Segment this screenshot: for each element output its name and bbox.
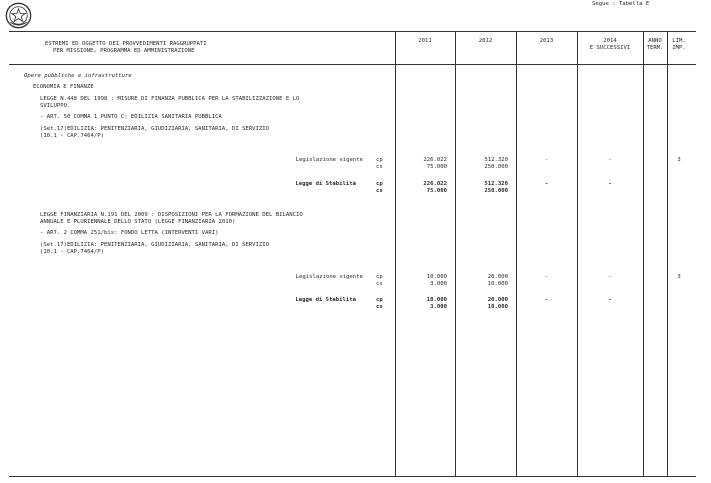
value-2012-cs: 10.000 <box>487 304 508 310</box>
column-header-2012: 2012 <box>478 38 493 44</box>
cp-label: cp <box>376 297 383 303</box>
value-2014-cp: - <box>608 297 612 303</box>
column-header-anno: ANNO <box>648 38 662 44</box>
col-divider <box>455 31 456 476</box>
cs-label: cs <box>376 188 383 194</box>
lim-imp-value: 3 <box>677 157 681 163</box>
header-top-rule <box>9 31 696 32</box>
republic-emblem-icon <box>5 2 32 29</box>
column-header-2013: 2013 <box>539 38 554 44</box>
column-header-anno-sub: TERM. <box>646 45 664 51</box>
sector-line1: (Set.17)EDILIZIA: PENITENZIARIA, GIUDIZIARIA, SANITARIA, DI SERVIZIO <box>40 242 270 248</box>
value-2014-cp: - <box>608 181 612 187</box>
cp-label: cp <box>376 181 383 187</box>
cs-label: cs <box>376 164 383 170</box>
law-title-line2: SVILUPPO. <box>40 103 71 109</box>
value-2012-cp: 512.320 <box>484 181 508 187</box>
legge-stabilita-label: Legge di Stabilità <box>295 181 356 187</box>
table-bottom-rule <box>9 476 696 477</box>
value-2011-cp: 10.000 <box>426 274 447 280</box>
value-2011-cs: 3.000 <box>430 304 447 310</box>
value-2013-cp: - <box>544 157 549 163</box>
law-title-line2: ANNUALE E PLURIENNALE DELLO STATO (LEGGE FINANZIARIA 2010) <box>40 219 236 225</box>
value-2012-cs: 250.000 <box>484 164 508 170</box>
col-divider <box>643 31 644 476</box>
value-2012-cp: 512.320 <box>484 157 508 163</box>
value-2012-cp: 20.000 <box>487 297 508 303</box>
subsection-title: ECONOMIA E FINANZE <box>33 84 94 90</box>
value-2011-cs: 75.000 <box>426 164 447 170</box>
value-2013-cp: - <box>544 297 549 303</box>
column-header-2014: 2014 <box>603 38 617 44</box>
value-2012-cp: 20.000 <box>487 274 508 280</box>
article-line: - ART. 2 COMMA 251/bis: FONDO LETTA (INTERVENTI VARI) <box>40 230 219 236</box>
value-2014-cp: - <box>608 157 612 163</box>
table-reference: Segue : Tabella E <box>592 1 650 7</box>
value-2011-cp: 10.000 <box>426 297 447 303</box>
value-2011-cp: 226.022 <box>423 181 447 187</box>
value-2013-cp: - <box>544 274 549 280</box>
header-title-line2: PER MISSIONE, PROGRAMMA ED AMMINISTRAZIONE <box>53 48 195 54</box>
value-2011-cp: 226.022 <box>423 157 447 163</box>
col-divider <box>577 31 578 476</box>
header-title-line1: ESTREMI ED OGGETTO DEI PROVVEDIMENTI RAGGRUPPATI <box>45 41 207 47</box>
col-divider <box>667 31 668 476</box>
legislazione-vigente-label: Legislazione vigente <box>295 274 363 280</box>
article-line: - ART. 50 COMMA 1 PUNTO C: EDILIZIA SANITARIA PUBBLICA <box>40 114 222 120</box>
column-header-2014-sub: E SUCCESSIVI <box>589 45 631 51</box>
value-2014-cp: - <box>608 274 612 280</box>
column-header-lim: LIM. <box>672 38 686 44</box>
legge-stabilita-label: Legge di Stabilità <box>295 297 356 303</box>
column-header-lim-sub: IMP. <box>672 45 686 51</box>
header-bottom-rule <box>9 64 696 65</box>
cp-label: cp <box>376 274 383 280</box>
value-2013-cp: - <box>544 181 549 187</box>
legislazione-vigente-label: Legislazione vigente <box>295 157 363 163</box>
sector-line1: (Set.17)EDILIZIA: PENITENZIARIA, GIUDIZIARIA, SANITARIA, DI SERVIZIO <box>40 126 270 132</box>
value-2012-cs: 10.000 <box>487 281 508 287</box>
cs-label: cs <box>376 304 383 310</box>
value-2012-cs: 250.000 <box>484 188 508 194</box>
section-title: Opere pubbliche e infrastrutture <box>24 73 132 79</box>
law-title-line1: LEGGE N.448 DEL 1998 : MISURE DI FINANZA PUBBLICA PER LA STABILIZZAZIONE E LO <box>40 96 300 102</box>
col-divider <box>395 31 396 476</box>
value-2011-cs: 3.000 <box>430 281 447 287</box>
sector-line2: (10.1 - CAP.7464/P) <box>40 133 104 139</box>
cs-label: cs <box>376 281 383 287</box>
cp-label: cp <box>376 157 383 163</box>
lim-imp-value: 3 <box>677 274 681 280</box>
sector-line2: (10.1 - CAP.7464/P) <box>40 249 104 255</box>
law-title-line1: LEGGE FINANZIARIA N.191 DEL 2009 : DISPOSIZIONI PER LA FORMAZIONE DEL BILANCIO <box>40 212 303 218</box>
col-divider <box>516 31 517 476</box>
column-header-2011: 2011 <box>418 38 432 44</box>
value-2011-cs: 75.000 <box>426 188 447 194</box>
